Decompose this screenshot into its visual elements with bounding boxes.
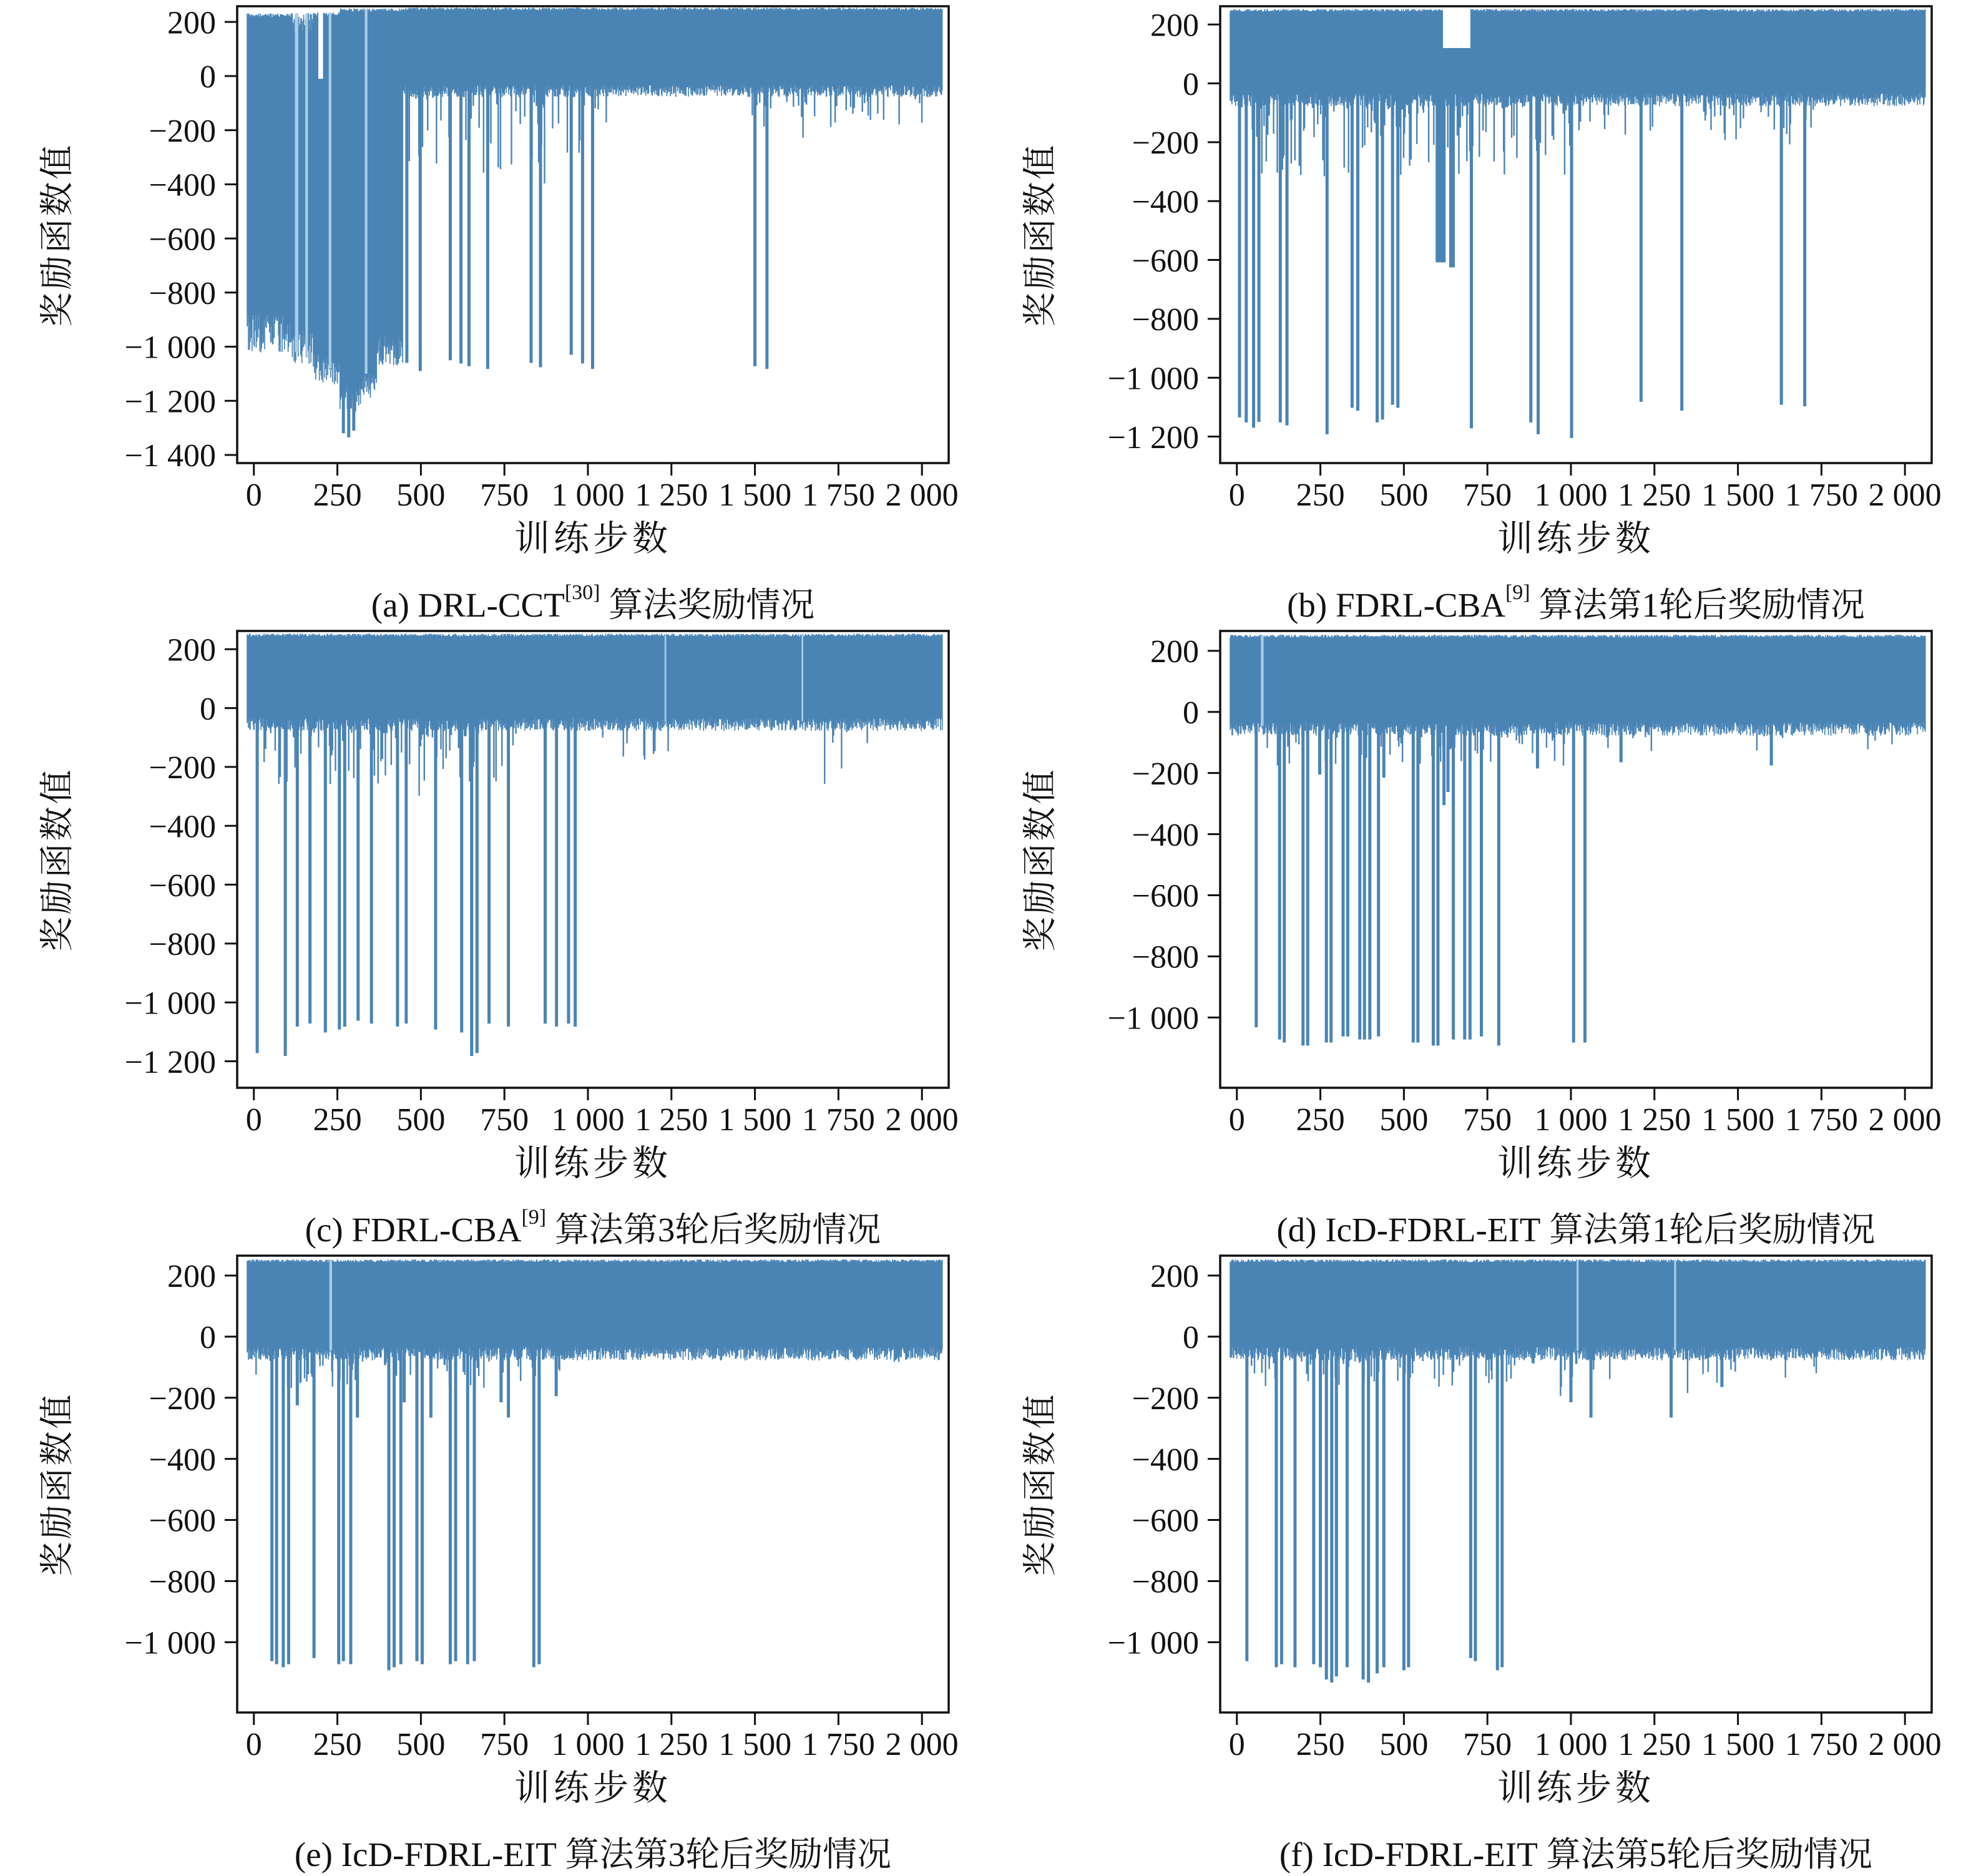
caption-reference: [9]: [1505, 581, 1530, 604]
caption-text: 算法第1轮后奖励情况: [1540, 1211, 1876, 1249]
x-tick-label: 1 750: [801, 1102, 875, 1135]
subplot-b: [983, 1, 1966, 626]
x-tick-label: 250: [1296, 1102, 1345, 1135]
plot-area: [247, 633, 942, 1056]
y-tick-label: −1 000: [124, 985, 216, 1022]
x-tick-label: 2 000: [885, 1102, 959, 1135]
y-tick-label: −800: [149, 1564, 216, 1600]
subplot-c: [0, 626, 983, 1251]
y-tick-label: −600: [149, 1503, 216, 1539]
x-tick-label: 1 000: [1534, 477, 1608, 510]
x-tick-label: 750: [1463, 1727, 1512, 1759]
y-tick-label: −1 200: [1107, 419, 1199, 456]
y-tick-label: −800: [149, 927, 216, 963]
caption-text: (d) IcD-FDRL-EIT: [1276, 1211, 1541, 1249]
y-tick-label: −1 400: [124, 438, 216, 474]
x-tick-label: 0: [245, 477, 262, 510]
subplot-e: [0, 1251, 983, 1875]
y-tick-label: −600: [1132, 243, 1199, 279]
x-tick-label: 0: [245, 1727, 262, 1759]
x-tick-label: 2 000: [1868, 1727, 1942, 1759]
y-tick-label: −200: [149, 1380, 216, 1417]
band-gap-stripe: [305, 13, 308, 358]
caption-text: (a) DRL-CCT: [371, 586, 565, 624]
x-tick-label: 500: [1379, 1727, 1429, 1759]
y-tick-label: 0: [200, 59, 216, 95]
y-tick-label: 0: [200, 1319, 216, 1356]
subplot-caption: [203, 1202, 983, 1251]
y-axis-label: 奖励函数值: [38, 767, 76, 952]
reward-series-noise: [1237, 92, 1820, 177]
y-axis-label: 奖励函数值: [1021, 767, 1059, 952]
y-tick-label: −800: [1132, 939, 1199, 975]
plot-area: [1230, 7, 1925, 438]
y-axis-label: 奖励函数值: [38, 142, 76, 327]
caption-reference: [9]: [521, 1206, 547, 1229]
y-tick-label: 200: [167, 632, 216, 668]
x-tick-label: 750: [480, 477, 529, 510]
x-tick-label: 1 250: [635, 1102, 708, 1135]
y-tick-label: 200: [1150, 1259, 1199, 1295]
x-tick-label: 0: [1228, 477, 1245, 510]
subplot-a: [0, 1, 983, 626]
plot-area: [247, 7, 942, 437]
x-tick-label: 0: [1228, 1102, 1245, 1135]
band-gap-stripe: [329, 13, 331, 368]
caption-text: 算法第1轮后奖励情况: [1530, 586, 1865, 624]
x-tick-label: 2 000: [885, 477, 959, 510]
plot-area: [1230, 1259, 1925, 1683]
x-tick-label: 2 000: [1868, 1102, 1942, 1135]
x-tick-label: 1 250: [1618, 477, 1691, 510]
x-axis-label: 训练步数: [514, 1144, 672, 1183]
x-tick-label: 1 750: [1784, 1102, 1858, 1135]
reward-series-band: [247, 633, 942, 731]
x-tick-label: 1 500: [1701, 1727, 1775, 1759]
x-tick-label: 250: [1296, 477, 1345, 510]
y-tick-label: −400: [149, 1442, 216, 1478]
x-axis-label: 训练步数: [1497, 519, 1655, 559]
subplot-d: [983, 626, 1966, 1251]
caption-text: (e) IcD-FDRL-EIT: [294, 1835, 557, 1874]
reward-chart-d: [983, 626, 1966, 1135]
x-tick-label: 750: [1463, 477, 1512, 510]
x-tick-label: 0: [1228, 1727, 1245, 1759]
band-gap-stripe: [330, 1259, 332, 1350]
band-gap-stripe: [1261, 635, 1263, 725]
subplot-f: [983, 1251, 1966, 1875]
y-tick-label: 0: [200, 691, 216, 727]
y-tick-label: −800: [1132, 302, 1199, 338]
y-tick-label: −400: [1132, 817, 1199, 853]
x-axis-label: 训练步数: [514, 519, 672, 559]
reward-chart-c: [0, 626, 983, 1135]
y-axis-label: 奖励函数值: [1021, 1392, 1059, 1576]
x-tick-label: 1 500: [718, 1727, 792, 1759]
y-tick-label: 200: [167, 1259, 216, 1295]
reward-chart-a: [0, 1, 983, 510]
y-tick-label: −400: [149, 167, 216, 203]
caption-reference: [30]: [564, 581, 600, 604]
x-tick-label: 1 500: [1701, 477, 1775, 510]
x-tick-label: 1 250: [635, 477, 708, 510]
x-tick-label: 250: [313, 477, 362, 510]
band-gap-stripe: [665, 634, 667, 721]
caption-text: 算法第5轮后奖励情况: [1537, 1835, 1873, 1874]
reward-series-band: [1230, 9, 1925, 106]
subplot-caption: [203, 1827, 983, 1876]
band-gap-stripe: [1577, 1259, 1578, 1350]
x-tick-label: 500: [396, 1727, 446, 1759]
y-tick-label: −400: [149, 809, 216, 845]
reward-series-noise: [406, 84, 922, 183]
y-axis-label: 奖励函数值: [1021, 142, 1059, 327]
y-tick-label: 0: [1183, 1319, 1199, 1356]
x-tick-label: 250: [1296, 1727, 1345, 1759]
x-tick-label: 1 500: [718, 477, 792, 510]
x-tick-label: 750: [480, 1102, 529, 1135]
y-tick-label: −800: [1132, 1564, 1199, 1600]
band-gap-stripe: [801, 634, 803, 721]
caption-text: 算法奖励情况: [600, 586, 815, 624]
y-tick-label: −1 200: [124, 384, 216, 420]
y-tick-label: −200: [1132, 1380, 1199, 1417]
y-tick-label: −200: [149, 750, 216, 786]
subplot-caption: [1186, 1827, 1966, 1876]
x-tick-label: 750: [1463, 1102, 1512, 1135]
reward-chart-f: [983, 1251, 1966, 1759]
y-tick-label: 0: [1183, 66, 1199, 102]
caption-text: 算法第3轮后奖励情况: [556, 1835, 892, 1874]
x-tick-label: 1 500: [1701, 1102, 1775, 1135]
x-tick-label: 500: [396, 477, 446, 510]
band-gap-stripe: [364, 9, 367, 374]
x-tick-label: 1 000: [1534, 1102, 1608, 1135]
x-tick-label: 500: [1379, 1102, 1429, 1135]
y-axis-label: 奖励函数值: [38, 1392, 76, 1576]
caption-text: (f) IcD-FDRL-EIT: [1279, 1835, 1538, 1874]
y-tick-label: −200: [1132, 125, 1199, 162]
y-tick-label: −600: [149, 867, 216, 904]
x-tick-label: 1 750: [801, 477, 875, 510]
caption-text: 算法第3轮后奖励情况: [546, 1211, 881, 1249]
reward-chart-b: [983, 1, 1966, 510]
subplot-caption: [203, 577, 983, 627]
y-tick-label: −1 000: [124, 330, 216, 366]
plot-area: [1230, 635, 1925, 1046]
y-tick-label: 200: [1150, 7, 1199, 44]
x-tick-label: 1 750: [1784, 1727, 1858, 1759]
x-tick-label: 1 000: [1534, 1727, 1608, 1759]
y-tick-label: −1 200: [124, 1044, 216, 1080]
y-tick-label: −200: [1132, 756, 1199, 792]
x-axis-label: 训练步数: [1497, 1769, 1655, 1808]
x-tick-label: 1 750: [801, 1727, 875, 1759]
reward-series-band: [1230, 635, 1925, 736]
y-tick-label: −1 000: [1107, 1000, 1199, 1037]
y-tick-label: 200: [167, 5, 216, 41]
y-tick-label: −400: [1132, 184, 1199, 220]
band-gap-stripe: [318, 13, 323, 79]
plot-area: [247, 1259, 942, 1671]
x-tick-label: 250: [313, 1102, 362, 1135]
x-tick-label: 2 000: [1868, 477, 1942, 510]
x-tick-label: 1 250: [635, 1727, 708, 1759]
y-tick-label: −1 000: [1107, 1625, 1199, 1661]
x-tick-label: 750: [480, 1727, 529, 1759]
y-tick-label: −800: [149, 276, 216, 312]
x-axis-label: 训练步数: [514, 1769, 672, 1808]
x-tick-label: 1 000: [551, 1102, 625, 1135]
x-tick-label: 1 750: [1784, 477, 1858, 510]
y-tick-label: −600: [1132, 878, 1199, 914]
x-tick-label: 500: [396, 1102, 446, 1135]
x-tick-label: 500: [1379, 477, 1429, 510]
band-gap-stripe: [1443, 7, 1470, 48]
x-tick-label: 2 000: [885, 1727, 959, 1759]
y-tick-label: −600: [149, 222, 216, 258]
x-tick-label: 1 500: [718, 1102, 792, 1135]
x-tick-label: 1 000: [551, 1727, 625, 1759]
x-axis-label: 训练步数: [1497, 1144, 1655, 1183]
band-gap-stripe: [295, 13, 298, 352]
reward-chart-e: [0, 1251, 983, 1759]
x-tick-label: 1 000: [551, 477, 625, 510]
caption-text: (b) FDRL-CBA: [1287, 586, 1505, 624]
y-tick-label: −1 000: [1107, 361, 1199, 397]
reward-series-band: [247, 7, 942, 411]
y-tick-label: 200: [1150, 634, 1199, 670]
subplot-caption: [1186, 577, 1966, 627]
subplot-caption: [1186, 1202, 1966, 1251]
band-gap-stripe: [1674, 1259, 1676, 1350]
x-tick-label: 1 250: [1618, 1102, 1691, 1135]
caption-text: (c) FDRL-CBA: [305, 1211, 522, 1249]
y-tick-label: −400: [1132, 1442, 1199, 1478]
y-tick-label: −600: [1132, 1503, 1199, 1539]
y-tick-label: 0: [1183, 695, 1199, 731]
y-tick-label: −200: [149, 113, 216, 149]
y-tick-label: −1 000: [124, 1625, 216, 1661]
x-tick-label: 1 250: [1618, 1727, 1691, 1759]
x-tick-label: 0: [245, 1102, 262, 1135]
x-tick-label: 250: [313, 1727, 362, 1759]
